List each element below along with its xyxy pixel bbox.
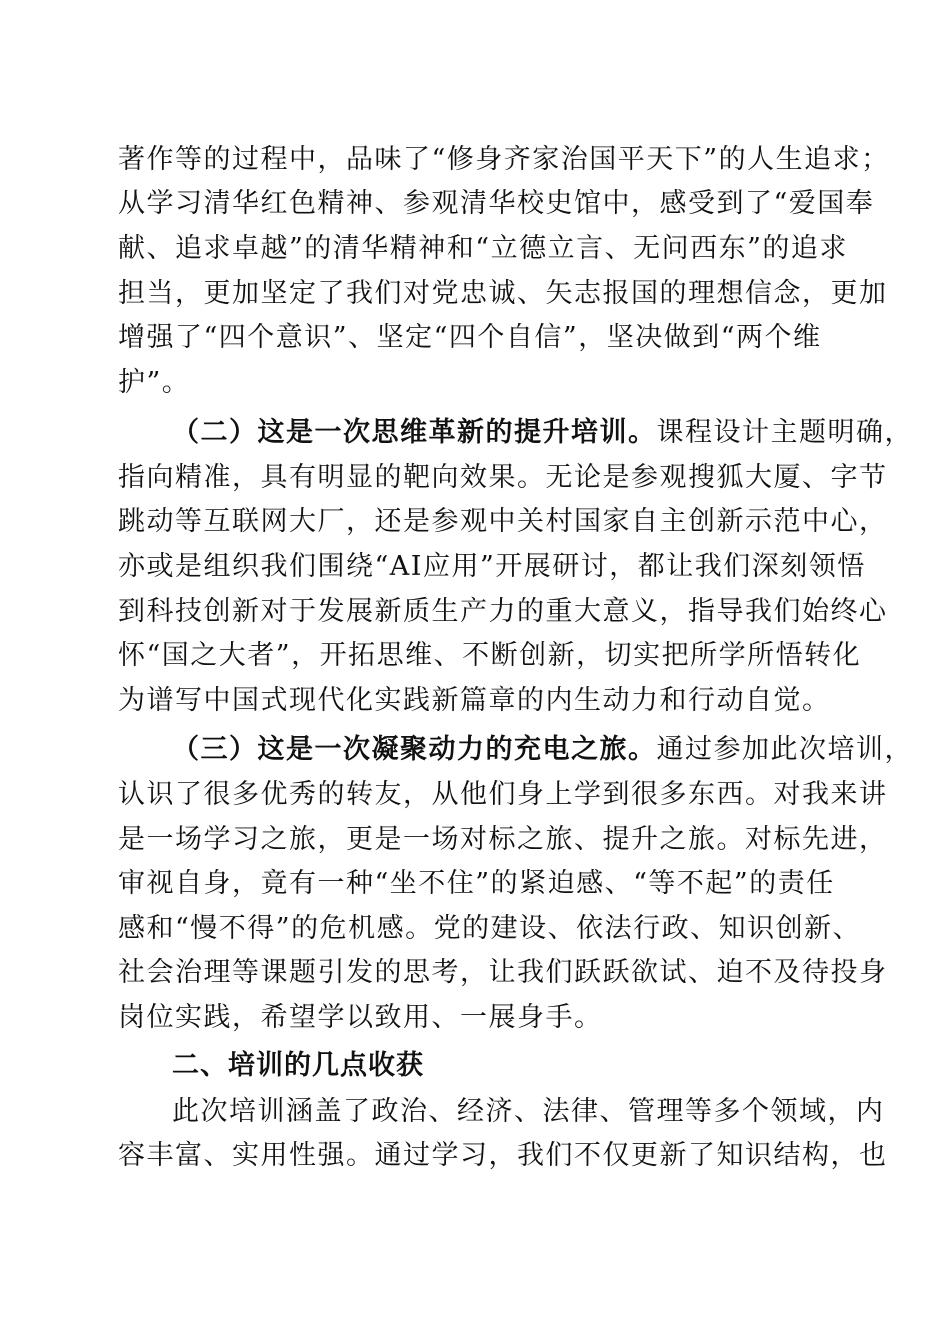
paragraph-lead-bold: （二）这是一次思维革新的提升培训。 <box>172 417 657 448</box>
body-text-line: 认识了很多优秀的转友，从他们身上学到很多东西。对我来讲 <box>118 779 888 810</box>
body-text-line: 为谱写中国式现代化实践新篇章的内生动力和行动自觉。 <box>118 685 831 716</box>
body-text-line: 从学习清华红色精神、参观清华校史馆中，感受到了“爱国奉 <box>118 188 875 219</box>
body-text-line: 岗位实践，希望学以致用、一展身手。 <box>118 1002 603 1033</box>
paragraph-lead-rest: 课程设计主题明确， <box>656 417 913 448</box>
body-text-line: 担当，更加坚定了我们对党忠诚、矢志报国的理想信念，更加 <box>118 278 888 309</box>
body-text-line: 增强了“四个意识”、坚定“四个自信”，坚决做到“两个维 <box>118 322 822 353</box>
body-text-line: 容丰富、实用性强。通过学习，我们不仅更新了知识结构，也 <box>118 1140 888 1171</box>
paragraph-first-line <box>172 728 913 772</box>
body-text-line: 跳动等互联网大厂，还是参观中关村国家自主创新示范中心， <box>118 506 888 537</box>
body-text-line: 审视自身，竟有一种“坐不住”的紧迫感、“等不起”的责任 <box>118 868 835 899</box>
paragraph-first-line <box>172 411 913 455</box>
body-text-line: 著作等的过程中，品味了“修身齐家治国平天下”的人生追求； <box>118 144 890 175</box>
paragraph-lead-bold: （三）这是一次凝聚动力的充电之旅。 <box>172 734 657 765</box>
paragraph-first-line: 此次培训涵盖了政治、经济、法律、管理等多个领域，内 <box>172 1096 885 1127</box>
body-text-line: 护”。 <box>118 367 191 398</box>
body-text-line: 感和“慢不得”的危机感。党的建设、依法行政、知识创新、 <box>118 913 862 944</box>
body-text-line: 到科技创新对于发展新质生产力的重大意义，指导我们始终心 <box>118 596 888 627</box>
paragraph-lead-rest: 通过参加此次培训， <box>656 734 913 765</box>
section-heading: 二、培训的几点收获 <box>172 1050 424 1081</box>
body-text-line: 献、追求卓越”的清华精神和“立德立言、无问西东”的追求 <box>118 233 848 264</box>
body-text-line: 亦或是组织我们围绕“AI应用”开展研讨，都让我们深刻领悟 <box>118 551 866 582</box>
body-text-line: 是一场学习之旅，更是一场对标之旅、提升之旅。对标先进， <box>118 824 888 855</box>
body-text-line: 怀“国之大者”，开拓思维、不断创新，切实把所学所悟转化 <box>118 640 862 671</box>
body-text-line: 社会治理等课题引发的思考，让我们跃跃欲试、迫不及待投身 <box>118 957 888 988</box>
body-text-line: 指向精准，具有明显的靶向效果。无论是参观搜狐大厦、字节 <box>118 462 888 493</box>
